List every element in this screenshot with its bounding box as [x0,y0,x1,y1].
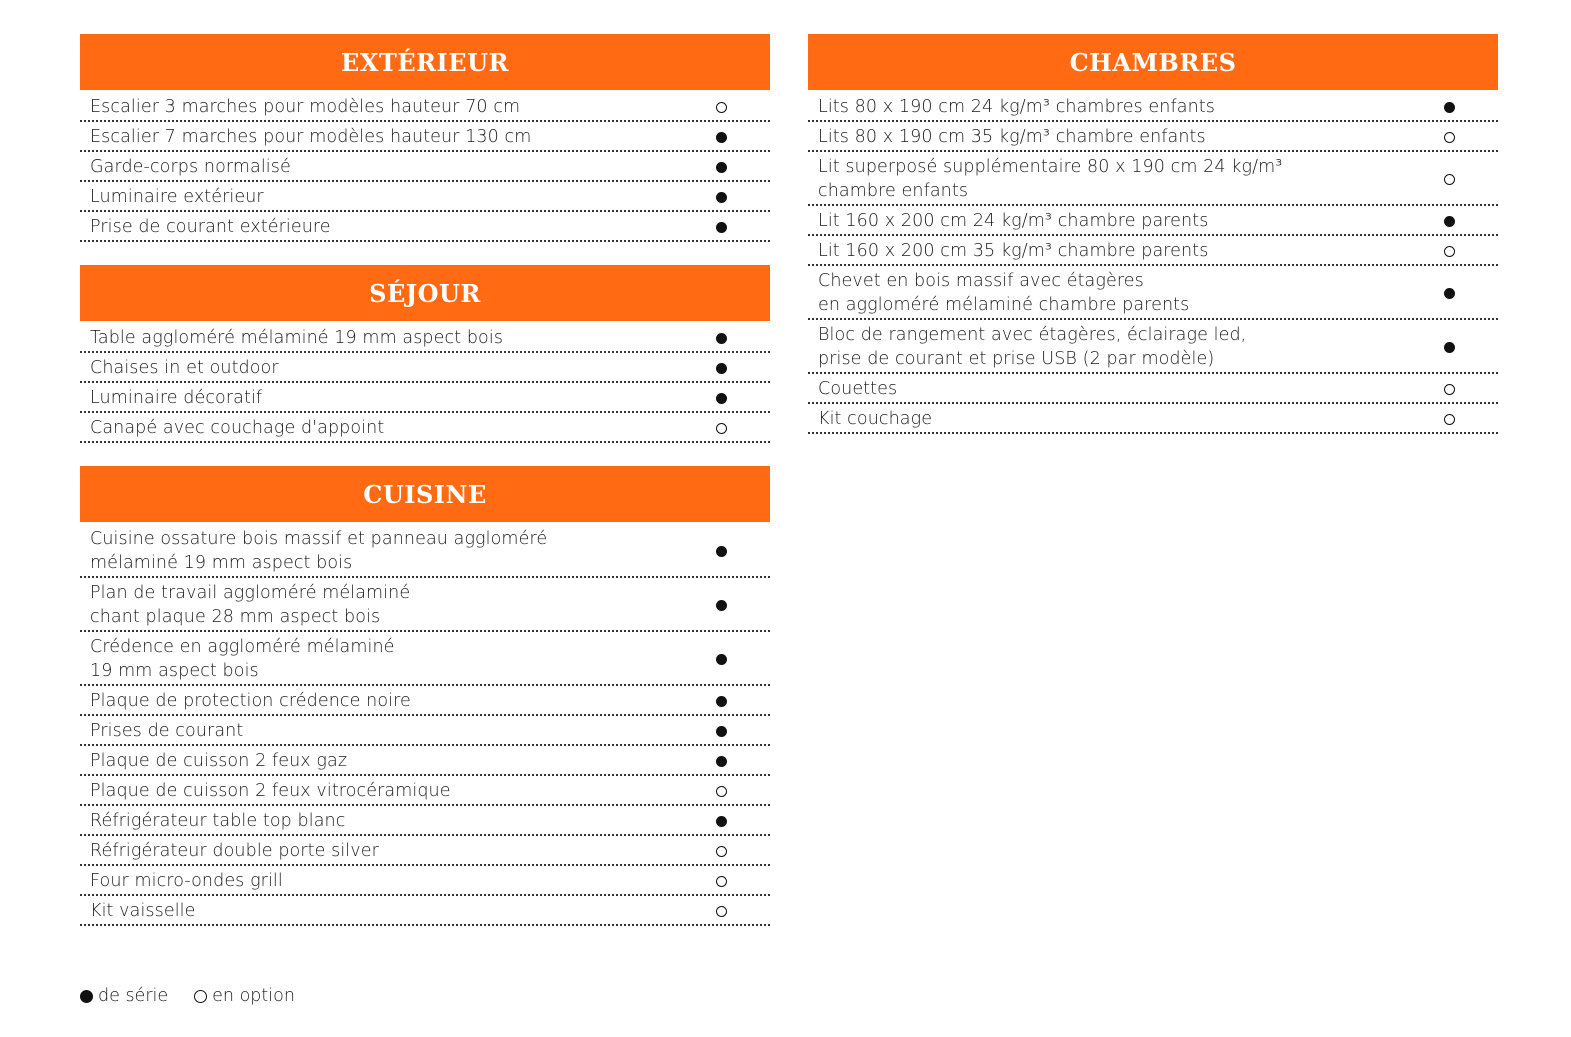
status-cell [673,546,770,557]
table-row [80,896,770,926]
status-cell [673,654,770,665]
table-row [80,122,770,152]
status-cell [1401,132,1498,143]
legend-option-label: en option [212,986,295,1006]
empty-circle-icon [194,990,207,1003]
left-column [80,34,770,949]
legend-serie [80,986,168,1006]
row-list [80,90,770,242]
filled-dot-icon [716,363,727,374]
row-label: Chevet en bois massif avec étagères en aggloméré mélaminé chambre parents [818,271,1190,315]
table-row [80,353,770,383]
table-row [80,686,770,716]
status-cell [673,696,770,707]
filled-dot-icon [1444,216,1455,227]
table-row [80,746,770,776]
status-cell [673,756,770,767]
section-sejour [80,265,770,443]
filled-dot-icon [716,222,727,233]
status-cell [673,222,770,233]
row-label: Cuisine ossature bois massif et panneau aggloméré mélaminé 19 mm aspect bois [90,529,548,573]
table-row [808,152,1498,206]
status-cell [673,192,770,203]
filled-dot-icon [716,726,727,737]
filled-dot-icon [1444,102,1455,113]
section-title: EXTÉRIEUR [80,34,770,90]
table-row [80,524,770,578]
filled-dot-icon [716,192,727,203]
section-chambres [808,34,1498,434]
row-label: Lits 80 x 190 cm 24 kg/m³ chambres enfants [818,97,1215,117]
row-label: Plaque de protection crédence noire [90,691,411,711]
status-cell [673,846,770,857]
table-row [808,266,1498,320]
legend-option [194,986,295,1006]
status-cell [673,102,770,113]
table-row [808,320,1498,374]
status-cell [1401,384,1498,395]
row-label: Kit couchage [818,409,933,429]
table-row [80,92,770,122]
status-cell [673,726,770,737]
section-title: CUISINE [80,466,770,522]
row-label: Lits 80 x 190 cm 35 kg/m³ chambre enfants [818,127,1206,147]
section-title: CHAMBRES [808,34,1498,90]
filled-dot-icon [1444,288,1455,299]
status-cell [1401,288,1498,299]
table-row [808,236,1498,266]
filled-dot-icon [716,393,727,404]
table-row [808,374,1498,404]
row-label: Kit vaisselle [90,901,196,921]
filled-dot-icon [716,696,727,707]
empty-circle-icon [716,423,727,434]
status-cell [673,786,770,797]
row-label: Prise de courant extérieure [90,217,331,237]
table-row [80,806,770,836]
row-label: Escalier 3 marches pour modèles hauteur 70 cm [90,97,521,117]
filled-dot-icon [1444,342,1455,353]
row-label: Prises de courant [90,721,244,741]
table-row [80,776,770,806]
row-label: Lit 160 x 200 cm 35 kg/m³ chambre parents [818,241,1209,261]
table-row [80,152,770,182]
row-label: Lit superposé supplémentaire 80 x 190 cm 24 kg/m³ chambre enfants [818,157,1283,201]
table-row [80,632,770,686]
row-label: Plan de travail aggloméré mélaminé chant plaque 28 mm aspect bois [90,583,411,627]
row-list [808,90,1498,434]
row-label: Plaque de cuisson 2 feux vitrocéramique [90,781,451,801]
row-label: Réfrigérateur double porte silver [90,841,379,861]
table-row [80,866,770,896]
legend [80,986,321,1006]
row-label: Canapé avec couchage d'appoint [90,418,385,438]
empty-circle-icon [716,102,727,113]
table-row [80,578,770,632]
table-row [80,383,770,413]
table-row [808,122,1498,152]
table-row [80,836,770,866]
status-cell [673,162,770,173]
empty-circle-icon [716,906,727,917]
empty-circle-icon [1444,384,1455,395]
row-label: Escalier 7 marches pour modèles hauteur 130 cm [90,127,532,147]
status-cell [1401,246,1498,257]
filled-dot-icon [716,756,727,767]
row-label: Réfrigérateur table top blanc [90,811,346,831]
section-cuisine [80,466,770,926]
filled-dot-icon [716,816,727,827]
status-cell [673,363,770,374]
row-label: Crédence en aggloméré mélaminé 19 mm aspect bois [90,637,395,681]
status-cell [673,816,770,827]
row-label: Luminaire extérieur [90,187,264,207]
filled-dot-icon [716,162,727,173]
table-row [80,716,770,746]
status-cell [673,333,770,344]
empty-circle-icon [1444,132,1455,143]
filled-dot-icon [716,333,727,344]
row-label: Plaque de cuisson 2 feux gaz [90,751,348,771]
table-row [80,212,770,242]
section-title: SÉJOUR [80,265,770,321]
legend-serie-label: de série [98,986,169,1006]
filled-dot-icon [716,654,727,665]
status-cell [673,132,770,143]
status-cell [673,876,770,887]
filled-dot-icon [80,990,93,1003]
row-label: Four micro-ondes grill [90,871,283,891]
right-column [808,34,1498,457]
table-row [80,182,770,212]
empty-circle-icon [1444,414,1455,425]
status-cell [1401,102,1498,113]
table-row [808,92,1498,122]
status-cell [1401,174,1498,185]
filled-dot-icon [716,600,727,611]
status-cell [1401,216,1498,227]
row-list [80,522,770,926]
table-row [808,404,1498,434]
row-list [80,321,770,443]
row-label: Bloc de rangement avec étagères, éclairage led, prise de courant et prise USB (2 par modèle) [818,325,1247,369]
table-row [80,413,770,443]
table-row [808,206,1498,236]
section-exterieur [80,34,770,242]
row-label: Garde-corps normalisé [90,157,291,177]
empty-circle-icon [1444,174,1455,185]
empty-circle-icon [716,876,727,887]
empty-circle-icon [1444,246,1455,257]
status-cell [673,423,770,434]
filled-dot-icon [716,132,727,143]
status-cell [1401,342,1498,353]
row-label: Chaises in et outdoor [90,358,279,378]
row-label: Table aggloméré mélaminé 19 mm aspect bois [90,328,504,348]
empty-circle-icon [716,846,727,857]
empty-circle-icon [716,786,727,797]
status-cell [673,393,770,404]
status-cell [673,906,770,917]
row-label: Luminaire décoratif [90,388,263,408]
status-cell [673,600,770,611]
status-cell [1401,414,1498,425]
table-row [80,323,770,353]
filled-dot-icon [716,546,727,557]
row-label: Lit 160 x 200 cm 24 kg/m³ chambre parents [818,211,1209,231]
row-label: Couettes [818,379,898,399]
